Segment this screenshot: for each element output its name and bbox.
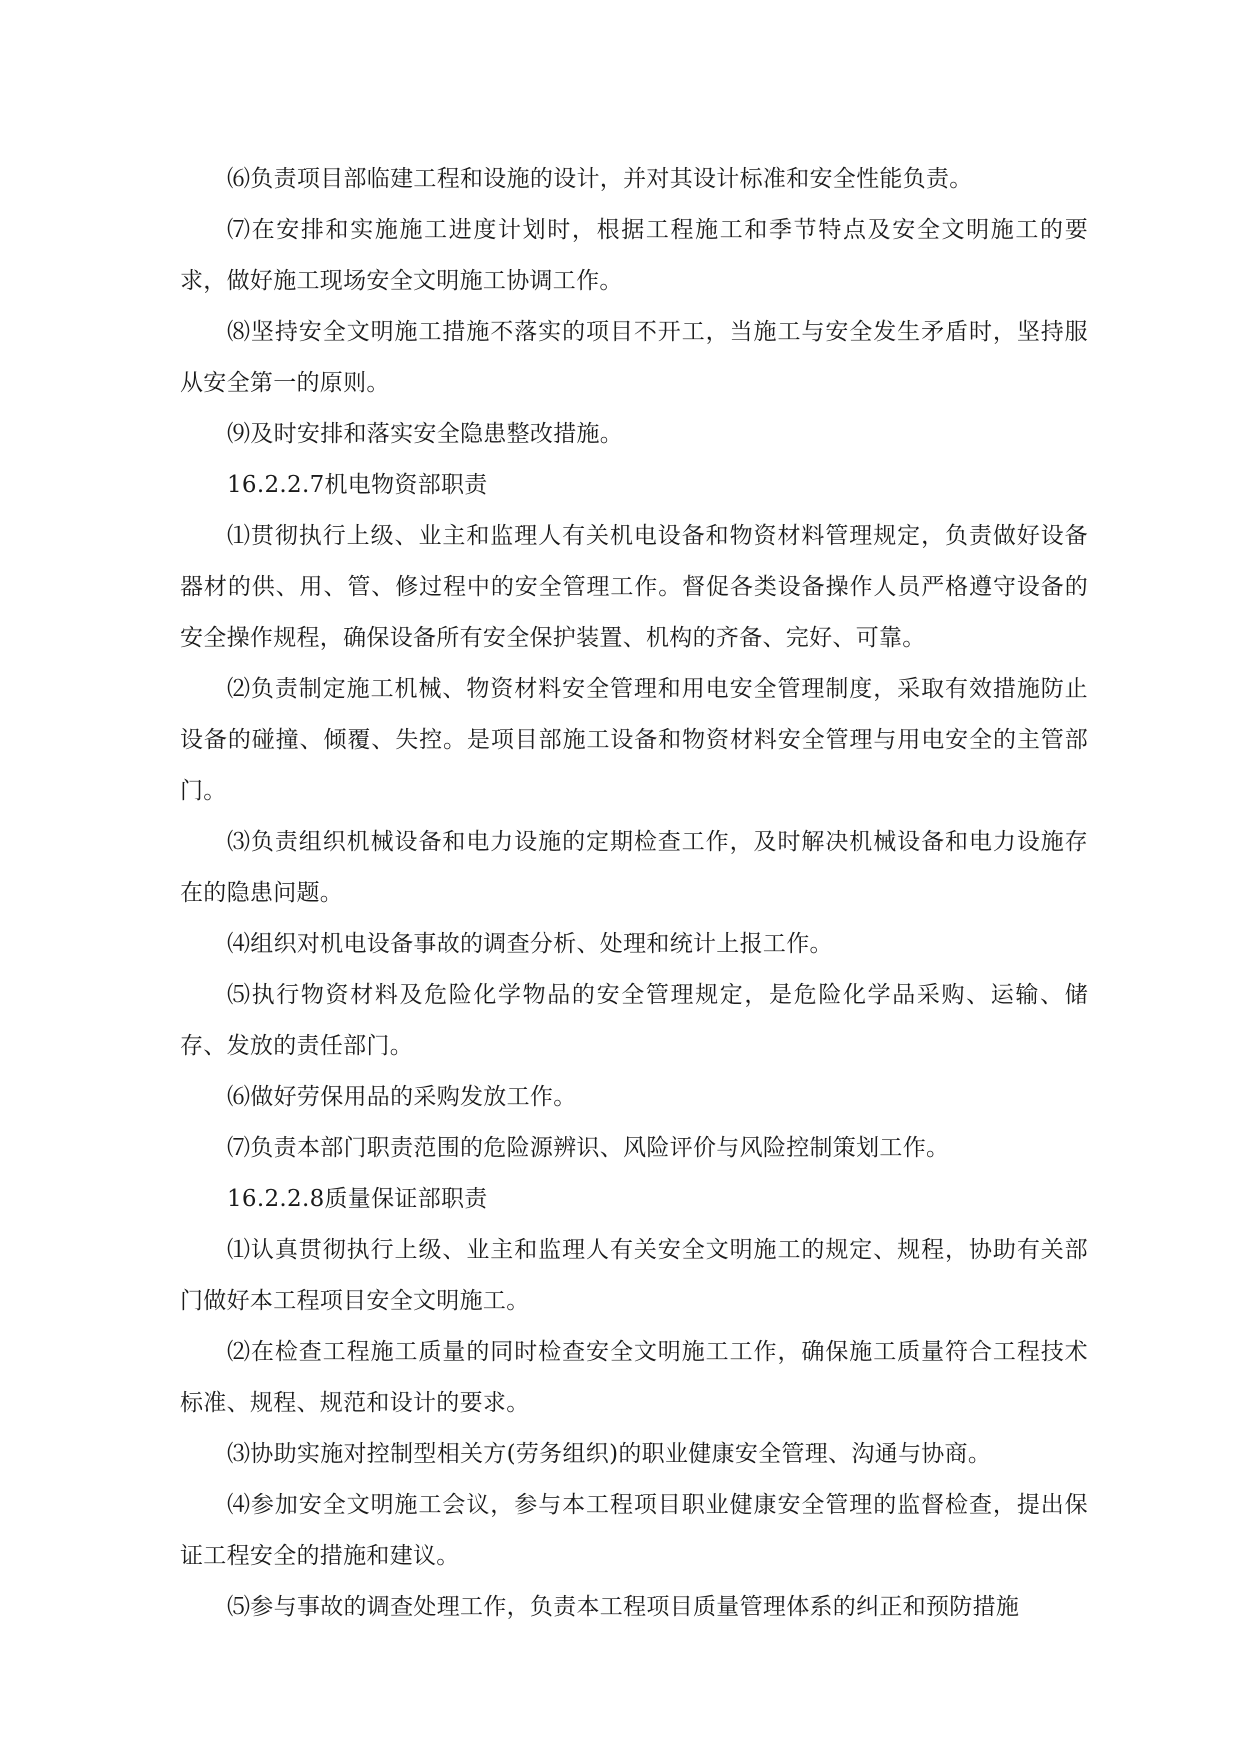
paragraph: ⑼及时安排和落实安全隐患整改措施。: [227, 421, 624, 447]
paragraph: ⑴认真贯彻执行上级、业主和监理人有关安全文明施工的规定、规程，协助有关部门做好本工程项目安全文明施工。: [180, 1237, 1088, 1314]
section-heading: 16.2.2.7机电物资部职责: [227, 472, 488, 498]
section-heading: 16.2.2.8质量保证部职责: [227, 1186, 488, 1212]
paragraph: ⑸执行物资材料及危险化学物品的安全管理规定，是危险化学品采购、运输、储存、发放的责任部门。: [180, 982, 1088, 1059]
paragraph: ⑹负责项目部临建工程和设施的设计，并对其设计标准和安全性能负责。: [227, 166, 973, 192]
paragraph: ⑶协助实施对控制型相关方(劳务组织)的职业健康安全管理、沟通与协商。: [227, 1441, 992, 1467]
paragraph: ⑷参加安全文明施工会议，参与本工程项目职业健康安全管理的监督检查，提出保证工程安全的措施和建议。: [180, 1492, 1088, 1569]
paragraph: ⑸参与事故的调查处理工作，负责本工程项目质量管理体系的纠正和预防措施: [227, 1594, 1020, 1620]
paragraph: ⑺在安排和实施施工进度计划时，根据工程施工和季节特点及安全文明施工的要求，做好施工现场安全文明施工协调工作。: [180, 217, 1088, 294]
paragraph: ⑵负责制定施工机械、物资材料安全管理和用电安全管理制度，采取有效措施防止设备的碰撞、倾覆、失控。是项目部施工设备和物资材料安全管理与用电安全的主管部门。: [180, 676, 1088, 804]
document-body: [180, 154, 1088, 1633]
paragraph: ⑹做好劳保用品的采购发放工作。: [227, 1084, 577, 1110]
paragraph: ⑺负责本部门职责范围的危险源辨识、风险评价与风险控制策划工作。: [227, 1135, 950, 1161]
paragraph: ⑷组织对机电设备事故的调查分析、处理和统计上报工作。: [227, 931, 833, 957]
paragraph: ⑻坚持安全文明施工措施不落实的项目不开工，当施工与安全发生矛盾时，坚持服从安全第一的原则。: [180, 319, 1088, 396]
paragraph: ⑵在检查工程施工质量的同时检查安全文明施工工作，确保施工质量符合工程技术标准、规程、规范和设计的要求。: [180, 1339, 1088, 1416]
paragraph: ⑶负责组织机械设备和电力设施的定期检查工作，及时解决机械设备和电力设施存在的隐患问题。: [180, 829, 1088, 906]
paragraph: ⑴贯彻执行上级、业主和监理人有关机电设备和物资材料管理规定，负责做好设备器材的供、用、管、修过程中的安全管理工作。督促各类设备操作人员严格遵守设备的安全操作规程，确保设备所有安全保护装置、机构的齐备、完好、可靠。: [180, 523, 1088, 651]
